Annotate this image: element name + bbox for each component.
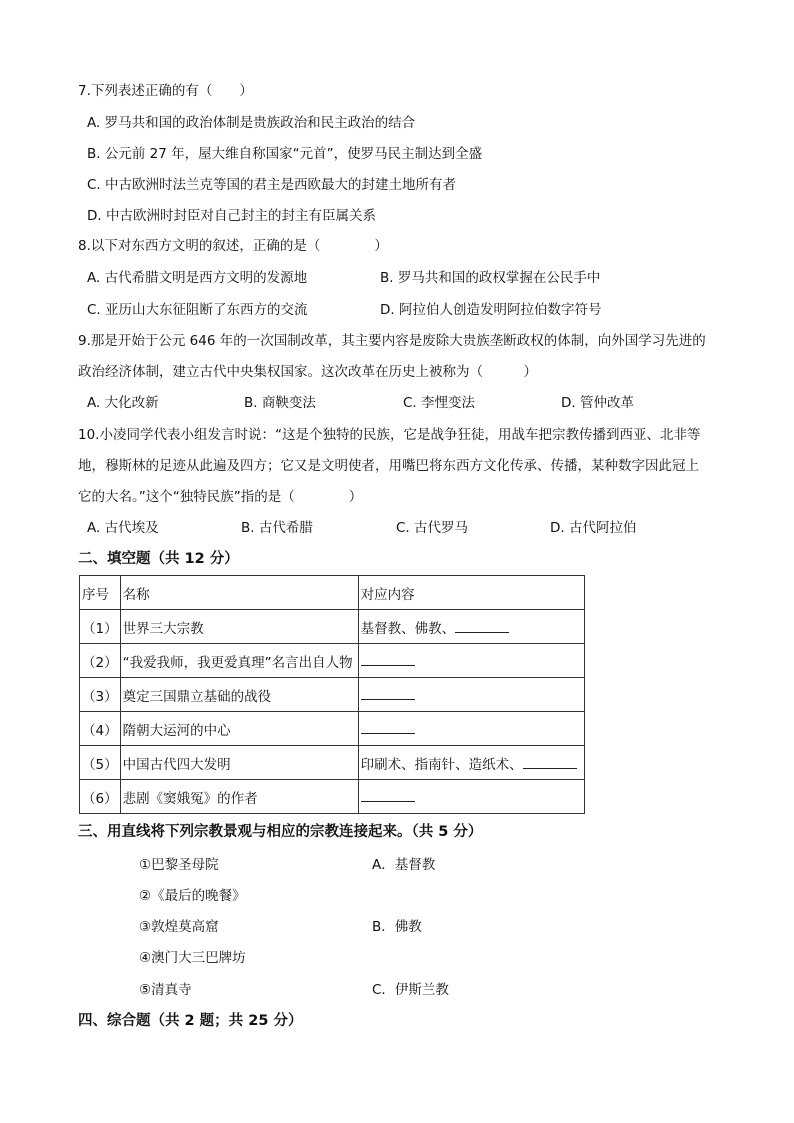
row-no: （6） <box>80 780 121 814</box>
answer-blank[interactable] <box>361 685 415 700</box>
row-content <box>358 780 584 814</box>
q7-stem: 7.下列表述正确的有（ ） <box>78 83 253 99</box>
table-row <box>80 678 585 712</box>
answer-blank[interactable] <box>361 719 415 734</box>
match-left-item: ②《最后的晚餐》 <box>139 888 246 904</box>
section2-title: 二、填空题（共 12 分） <box>78 551 239 567</box>
match-right-item: A．基督教 <box>372 857 436 873</box>
match-left-item: ③敦煌莫高窟 <box>139 919 219 935</box>
row-content <box>358 644 584 678</box>
table-row <box>80 780 585 814</box>
row-name: 中国古代四大发明 <box>120 746 358 780</box>
match-left-item: ④澳门大三巴牌坊 <box>139 950 246 966</box>
row-content <box>358 610 584 644</box>
answer-blank[interactable] <box>361 651 415 666</box>
q8-option-d: D. 阿拉伯人创造发明阿拉伯数字符号 <box>380 302 602 318</box>
table-row <box>80 712 585 746</box>
table-row <box>80 746 585 780</box>
q8-option-c: C. 亚历山大东征阻断了东西方的交流 <box>87 302 308 318</box>
q10-option-c: C. 古代罗马 <box>396 520 469 536</box>
header-no: 序号 <box>80 576 121 610</box>
q10-option-a: A. 古代埃及 <box>87 520 159 536</box>
row-name: 隋朝大运河的中心 <box>120 712 358 746</box>
q9-option-d: D. 管仲改革 <box>561 395 634 411</box>
row-content <box>358 746 584 780</box>
answer-blank[interactable] <box>523 754 577 769</box>
q9-stem-line1: 9.那是开始于公元 646 年的一次国制改革，其主要内容是废除大贵族垄断政权的体制，向外国学习先进的 <box>78 333 706 349</box>
row-no: （5） <box>80 746 121 780</box>
q8-option-a: A. 古代希腊文明是西方文明的发源地 <box>87 270 308 286</box>
q8-stem: 8.以下对东西方文明的叙述，正确的是（ ） <box>78 238 388 254</box>
q9-stem-line2: 政治经济体制，建立古代中央集权国家。这次改革在历史上被称为（ ） <box>78 364 537 380</box>
fill-in-table <box>79 575 585 814</box>
row-no: （1） <box>80 610 121 644</box>
row-content-text: 基督教、佛教、 <box>360 620 456 637</box>
row-name: 世界三大宗教 <box>120 610 358 644</box>
q7-option-b: B. 公元前 27 年，屋大维自称国家“元首”，使罗马民主制达到全盛 <box>87 146 483 162</box>
q10-option-b: B. 古代希腊 <box>241 520 313 536</box>
header-name: 名称 <box>120 576 358 610</box>
row-content <box>358 678 584 712</box>
table-row <box>80 644 585 678</box>
answer-blank[interactable] <box>455 618 509 633</box>
row-name: “我爱我师，我更爱真理”名言出自人物 <box>120 644 358 678</box>
q7-option-a: A. 罗马共和国的政治体制是贵族政治和民主政治的结合 <box>87 115 416 131</box>
q7-option-d: D. 中古欧洲时封臣对自己封主的封主有臣属关系 <box>87 208 376 224</box>
table-header-row <box>80 576 585 610</box>
row-no: （3） <box>80 678 121 712</box>
header-content: 对应内容 <box>358 576 584 610</box>
q9-option-b: B. 商鞅变法 <box>244 395 316 411</box>
q8-option-b: B. 罗马共和国的政权掌握在公民手中 <box>380 270 601 286</box>
q10-stem-line2: 地，穆斯林的足迹从此遍及四方；它又是文明使者，用嘴巴将东西方文化传承、传播，某种数字因此冠上 <box>78 458 699 474</box>
match-left-item: ①巴黎圣母院 <box>139 857 219 873</box>
q7-option-c: C. 中古欧洲时法兰克等国的君主是西欧最大的封建土地所有者 <box>87 177 457 193</box>
row-name: 悲剧《窦娥冤》的作者 <box>120 780 358 814</box>
section4-title: 四、综合题（共 2 题；共 25 分） <box>78 1013 303 1029</box>
q9-option-c: C. 李悝变法 <box>403 395 476 411</box>
row-content-text: 印刷术、指南针、造纸术、 <box>360 756 523 773</box>
q9-option-a: A. 大化改新 <box>87 395 159 411</box>
match-right-item: B．佛教 <box>372 919 422 935</box>
q10-stem-line3: 它的大名。”这个“独特民族”指的是（ ） <box>78 489 363 505</box>
row-no: （4） <box>80 712 121 746</box>
row-name: 奠定三国鼎立基础的战役 <box>120 678 358 712</box>
row-content <box>358 712 584 746</box>
match-right-item: C．伊斯兰教 <box>372 982 449 998</box>
q10-stem-line1: 10.小凌同学代表小组发言时说：“这是个独特的民族，它是战争狂徒，用战车把宗教传播到西亚、北非等 <box>78 427 701 443</box>
table-row <box>80 610 585 644</box>
match-left-item: ⑤清真寺 <box>139 982 192 998</box>
section3-title: 三、用直线将下列宗教景观与相应的宗教连接起来。（共 5 分） <box>78 824 483 840</box>
row-no: （2） <box>80 644 121 678</box>
answer-blank[interactable] <box>361 787 415 802</box>
q10-option-d: D. 古代阿拉伯 <box>550 520 637 536</box>
